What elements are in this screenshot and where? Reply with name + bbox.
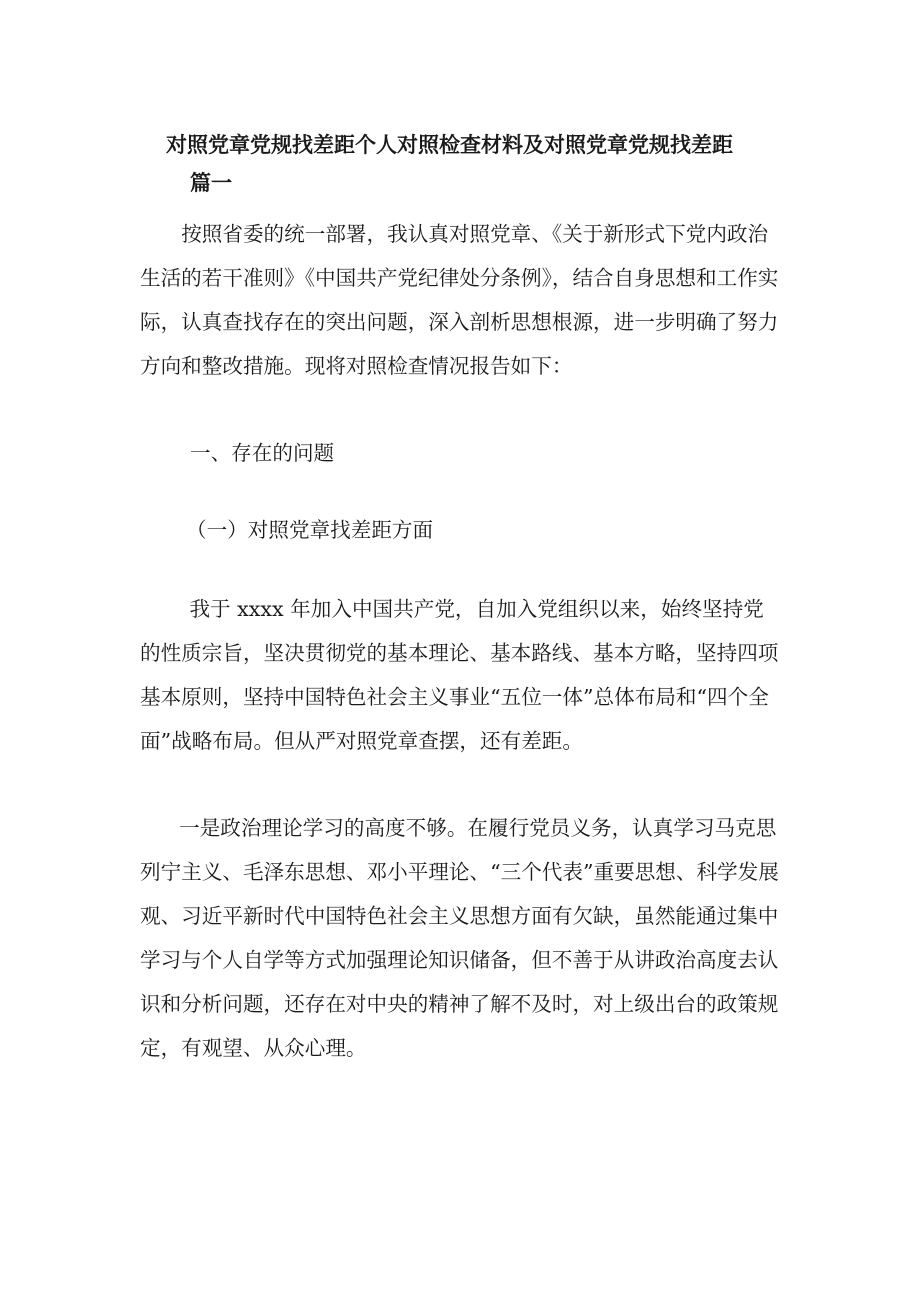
section-heading-problems: 一、存在的问题 (190, 441, 335, 465)
party-history-paragraph: 我于 xxxx 年加入中国共产党，自加入党组织以来，始终坚持党的性质宗旨，坚决贯彻党的基本理论、基本路线、基本方略，坚持四项基本原则，坚持中国特色社会主义事业“五位一体”总体布局和“四个全面”战略布局。但从严对照党章查摆，还有差距。 (140, 597, 779, 753)
document-title: 对照党章党规找差距个人对照检查材料及对照党章党规找差距 (166, 132, 733, 157)
document-subtitle: 篇一 (190, 170, 232, 195)
point-one-paragraph: 一是政治理论学习的高度不够。在履行党员义务，认真学习马克思列宁主义、毛泽东思想、邓小平理论、“三个代表”重要思想、科学发展观、习近平新时代中国特色社会主义思想方面有欠缺，虽然能通过集中学习与个人自学等方式加强理论知识储备，但不善于从讲政治高度去认识和分析问题，还存在对中央的精神了解不及时，对上级出台的政策规定，有观望、从众心理。 (140, 816, 779, 1060)
intro-paragraph: 按照省委的统一部署，我认真对照党章、《关于新形式下党内政治生活的若干准则》《中国共产党纪律处分条例》，结合自身思想和工作实际，认真查找存在的突出问题，深入剖析思想根源，进一步明确了努力方向和整改措施。现将对照检查情况报告如下： (140, 222, 779, 378)
subsection-heading-party-constitution: （一）对照党章找差距方面 (186, 518, 434, 542)
